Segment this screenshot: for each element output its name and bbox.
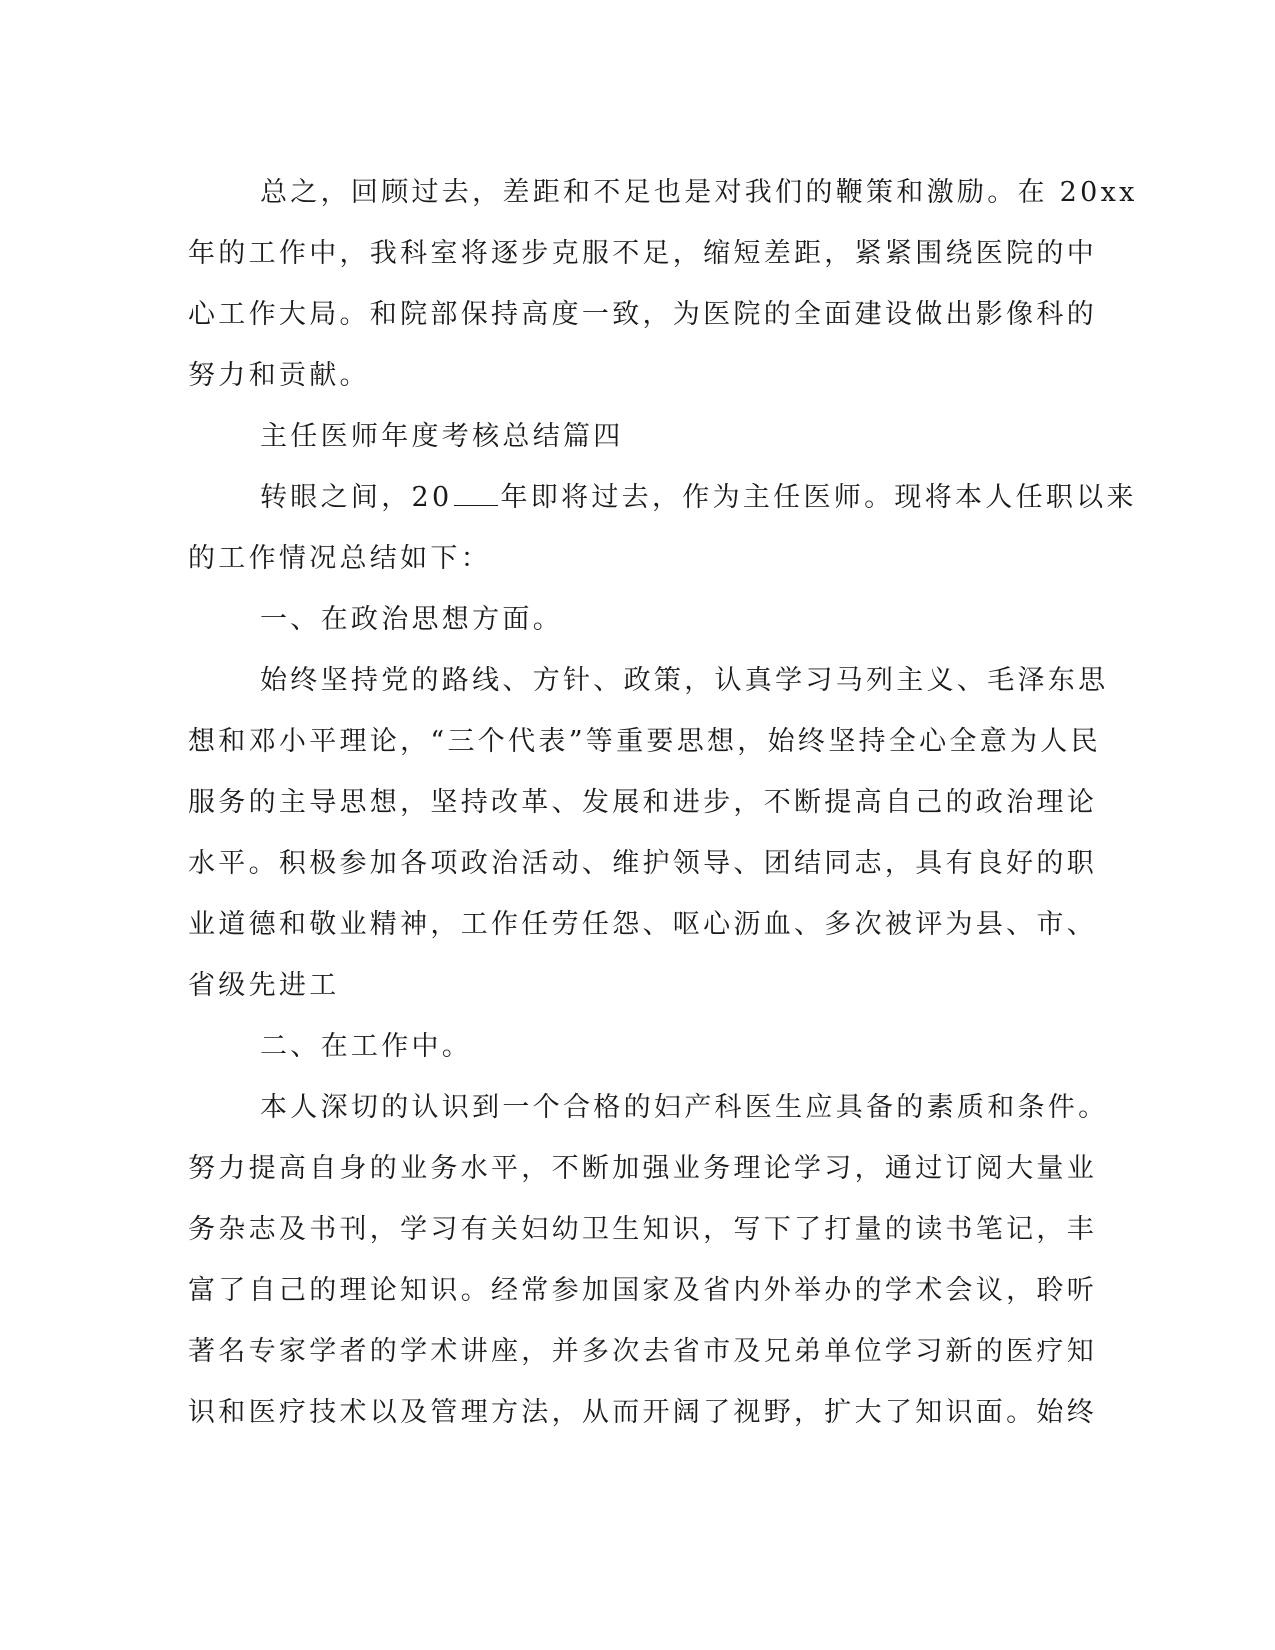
section-heading: 一、在政治思想方面。 [260, 604, 563, 635]
paragraph-line: 务杂志及书刊，学习有关妇幼卫生知识，写下了打量的读书笔记，丰 [188, 1214, 1097, 1245]
line-text-start: 转眼之间，20 [260, 482, 453, 513]
line-text-end: 年即将过去，作为主任医师。现将本人任职以来 [500, 482, 1137, 513]
paragraph-line: 省级先进工 [188, 970, 340, 1001]
paragraph-line: 想和邓小平理论，“三个代表”等重要思想，始终坚持全心全意为人民 [188, 726, 1101, 757]
document-body [188, 162, 1138, 1443]
paragraph-line: 努力提高自身的业务水平，不断加强业务理论学习，通过订阅大量业 [188, 1153, 1097, 1184]
paragraph-line: 富了自己的理论知识。经常参加国家及省内外举办的学术会议，聆听 [188, 1275, 1097, 1306]
paragraph-line: 本人深切的认识到一个合格的妇产科医生应具备的素质和条件。 [260, 1092, 1109, 1123]
paragraph-line: 努力和贡献。 [188, 360, 370, 391]
paragraph-line: 总之，回顾过去，差距和不足也是对我们的鞭策和激励。在 20xx [260, 177, 1138, 208]
paragraph-line: 心工作大局。和院部保持高度一致，为医院的全面建设做出影像科的 [188, 299, 1097, 330]
paragraph-line: 识和医疗技术以及管理方法，从而开阔了视野，扩大了知识面。始终 [188, 1397, 1097, 1428]
paragraph-line: 著名专家学者的学术讲座，并多次去省市及兄弟单位学习新的医疗知 [188, 1336, 1097, 1367]
paragraph-line: 的工作情况总结如下： [188, 543, 491, 574]
paragraph-line: 水平。积极参加各项政治活动、维护领导、团结同志，具有良好的职 [188, 848, 1097, 879]
section-heading: 二、在工作中。 [260, 1031, 473, 1062]
paragraph-line: 业道德和敬业精神，工作任劳任怨、呕心沥血、多次被评为县、市、 [188, 909, 1097, 940]
paragraph-line: 年的工作中，我科室将逐步克服不足，缩短差距，紧紧围绕医院的中 [188, 238, 1097, 269]
section-title: 主任医师年度考核总结篇四 [260, 421, 624, 452]
paragraph-line: 始终坚持党的路线、方针、政策，认真学习马列主义、毛泽东思 [260, 665, 1109, 696]
fill-in-blank [454, 481, 498, 506]
paragraph-line: 服务的主导思想，坚持改革、发展和进步，不断提高自己的政治理论 [188, 787, 1097, 818]
paragraph-line [188, 467, 1137, 528]
